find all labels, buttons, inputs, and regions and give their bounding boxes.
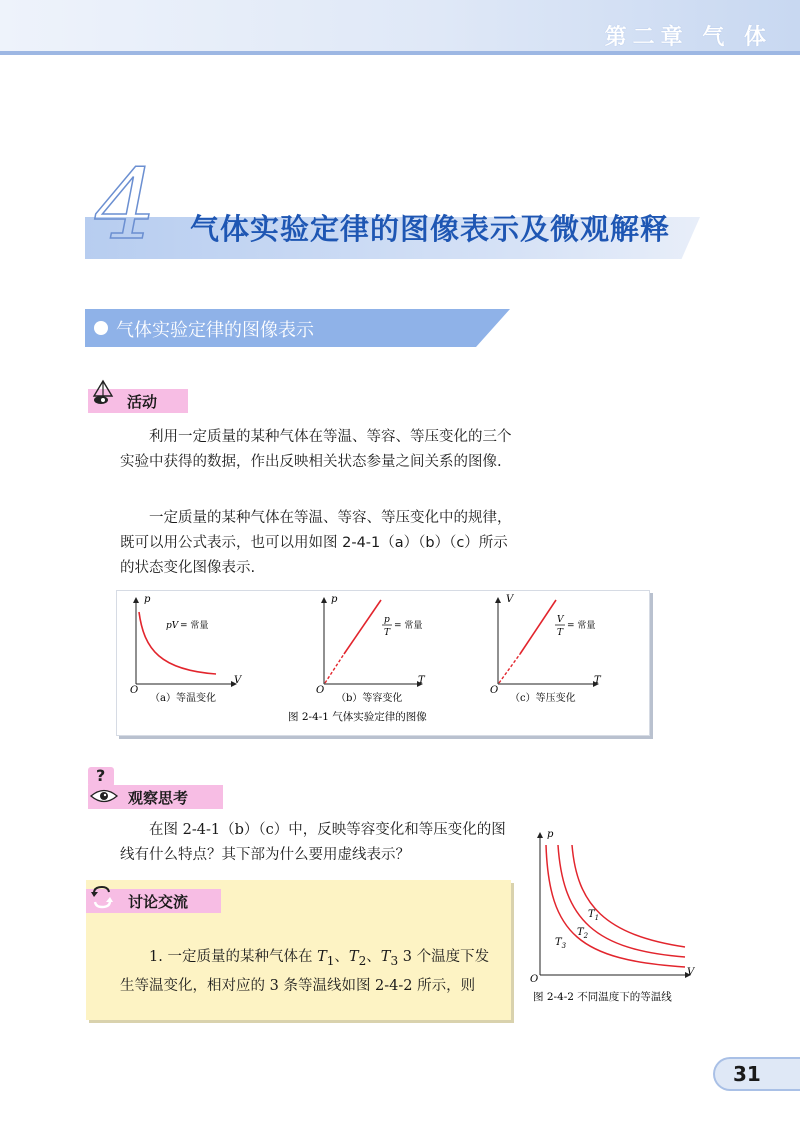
- fig242-ylabel: p: [547, 829, 554, 840]
- graph-c-origin: O: [490, 685, 499, 696]
- graph-b-formula-rest: = 常量: [394, 621, 423, 631]
- label-t2: $T_2$: [577, 927, 589, 940]
- graph-c-ylabel: V: [506, 594, 514, 605]
- page-number: 31: [733, 1062, 761, 1086]
- eye-icon: [89, 787, 119, 805]
- observe-text: 在图 2-4-1（b）（c）中，反映等容变化和等压变化的图线有什么特点？其下部为什么要用虚线表示？: [120, 822, 506, 863]
- fig242-xlabel: V: [687, 967, 695, 978]
- discussion-arrows-icon: [88, 883, 116, 911]
- subheading-text: 气体实验定律的图像表示: [116, 320, 314, 341]
- graph-b-formula-den: T: [384, 628, 391, 638]
- figure-2-4-1-graphs: [116, 590, 650, 736]
- activity-label: 活动: [127, 393, 158, 411]
- graph-c-formula-den: T: [557, 628, 564, 638]
- graph-a-ylabel: p: [144, 594, 151, 605]
- graph-c-sublabel: （c）等压变化: [510, 693, 576, 704]
- graph-isothermal: [130, 594, 243, 704]
- graph-a-sublabel: （a）等温变化: [150, 693, 216, 704]
- graph-c-formula-rest: = 常量: [567, 621, 596, 631]
- pendulum-icon: [88, 378, 118, 408]
- isobar-line: [520, 600, 556, 654]
- figure-2-4-2: [525, 825, 705, 1010]
- graph-b-formula-num: p: [384, 615, 390, 625]
- figure-2-4-1-caption: 图 2-4-1 气体实验定律的图像: [288, 711, 427, 723]
- body-paragraph: 一定质量的某种气体在等温、等容、等压变化中的规律，既可以用公式表示，也可以用如图 2-4-1（a）（b）（c）所示的状态变化图像表示.: [120, 510, 512, 576]
- graph-a-origin: O: [130, 685, 139, 696]
- graph-c-formula-num: V: [557, 615, 564, 625]
- question-mark-icon: ?: [96, 766, 106, 785]
- graph-b-xlabel: T: [418, 675, 425, 686]
- chapter-label: 第二章 气 体: [604, 25, 772, 50]
- graph-b-origin: O: [316, 685, 325, 696]
- observe-label: 观察思考: [128, 789, 189, 807]
- graph-a-formula-num: pV: [166, 621, 179, 631]
- graph-isobaric: [490, 594, 602, 704]
- graph-isochoric: [316, 594, 426, 704]
- bullet-dot-icon: [94, 321, 108, 335]
- label-t1: $T_1$: [588, 909, 600, 922]
- label-t3: $T_3$: [555, 937, 567, 950]
- section-number: 4: [95, 149, 157, 261]
- isobar-dashed: [499, 654, 520, 683]
- discuss-label: 讨论交流: [128, 893, 189, 911]
- isotherm-t2: [558, 845, 685, 957]
- graph-b-ylabel: p: [331, 594, 338, 605]
- isotherm-t1: [572, 845, 685, 947]
- figure-2-4-2-caption: 图 2-4-2 不同温度下的等温线: [533, 991, 672, 1003]
- fig242-origin: O: [530, 974, 539, 985]
- section-title-text: 气体实验定律的图像表示及微观解释: [190, 212, 671, 246]
- isotherm-t3: [546, 845, 685, 967]
- isochore-line: [344, 600, 381, 654]
- section-title: [85, 149, 705, 265]
- graph-c-xlabel: T: [594, 675, 601, 686]
- activity-text: 利用一定质量的某种气体在等温、等容、等压变化的三个实验中获得的数据，作出反映相关状态参量之间关系的图像.: [120, 429, 512, 470]
- graph-b-sublabel: （b）等容变化: [336, 693, 403, 704]
- graph-a-formula-rest: = 常量: [180, 621, 209, 631]
- graph-a-xlabel: V: [234, 675, 242, 686]
- discuss-text: 1. 一定质量的某种气体在 $T_1$、$T_2$、$T_3$ 3 个温度下发生等温变化，相对应的 3 条等温线如图 2-4-2 所示，则: [120, 949, 490, 994]
- isochore-dashed: [325, 654, 344, 683]
